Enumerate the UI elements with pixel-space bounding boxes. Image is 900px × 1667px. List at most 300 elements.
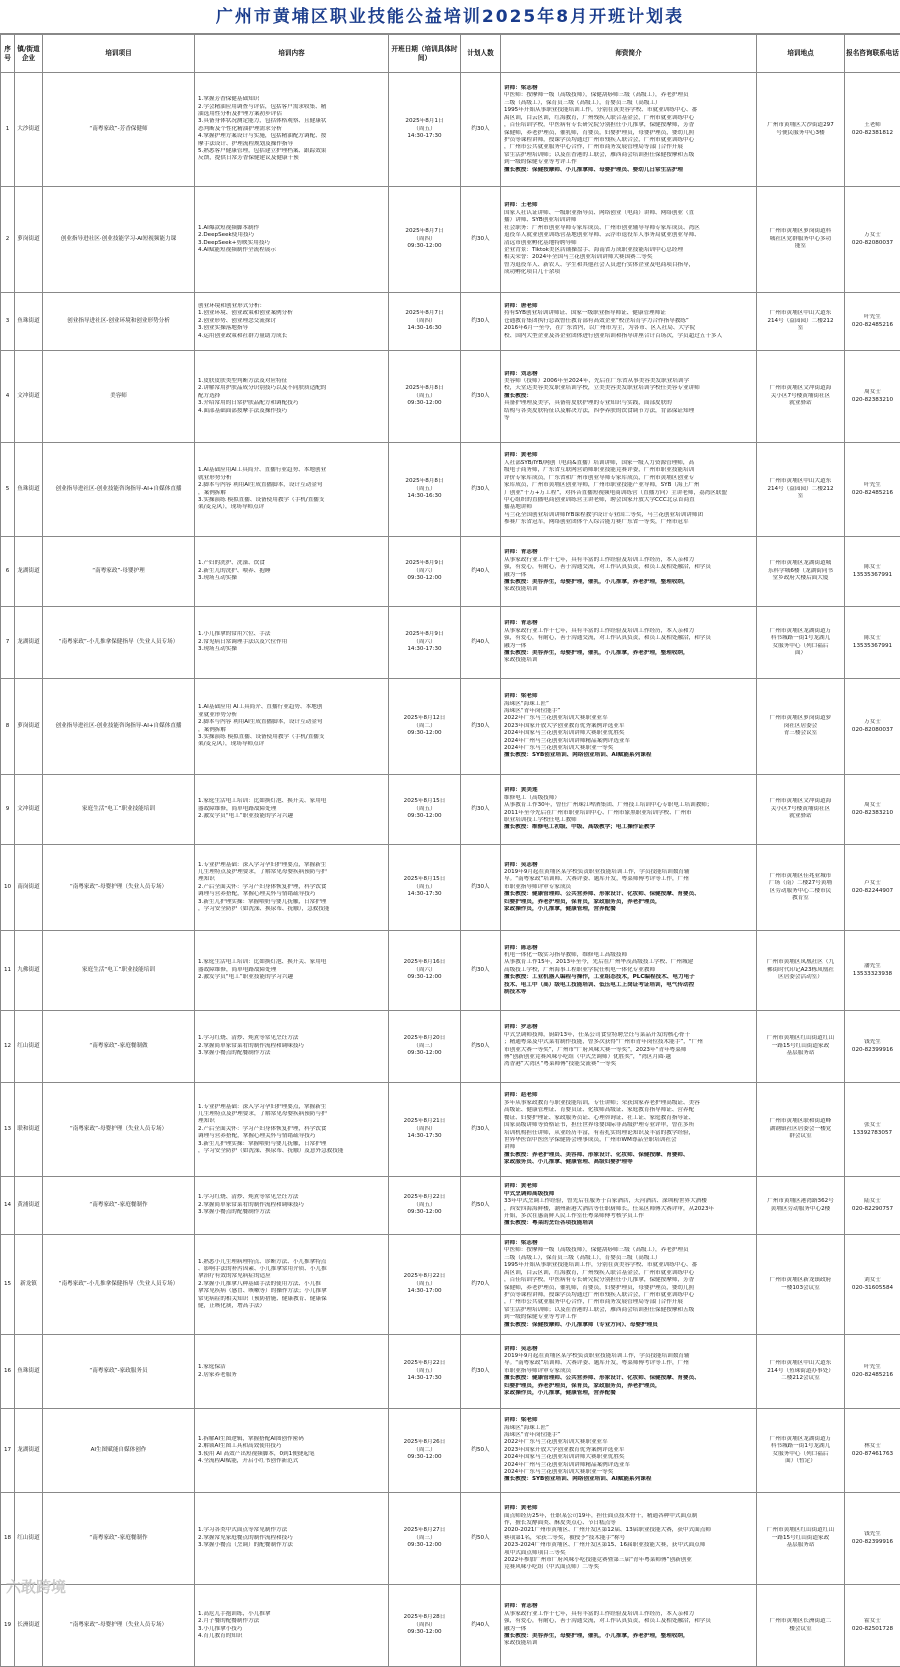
cell-line: 钱先生 (846, 1039, 899, 1046)
cell-line: （周二） (390, 1447, 459, 1454)
cell-line: 13535367991 (846, 643, 899, 650)
teacher-line: ；精通粤菜及中式菜肴制作技能，曾多次获得“广州市青年岗位技术能手”，“广州 (504, 1039, 755, 1046)
teacher-line: ，百佳培训学校，中医病有专长研究院分别担任小儿推拿，保健按摩师，芳香 (504, 122, 755, 129)
header-people: 计划人数 (461, 35, 501, 73)
teacher-line: 强，有爱心，有耐心，善于沟通交流，对工作认真负责，和员工及相处融洽，和学员 (504, 564, 755, 571)
cell-line: 214号（益园园）二楼212 (758, 486, 843, 493)
row-project: 创业指导进社区-创业技能咨询指导-AI+自媒体直播 (43, 443, 195, 537)
cell-line: 3.使用 AI 高效产出短视频脚本，0到1便捷起笔 (198, 1451, 387, 1458)
cell-line: 女服务中心（列口福后 (758, 643, 843, 650)
teacher-line: 海珠区“海珠工匠” (504, 701, 755, 708)
row-number: 19 (1, 1585, 15, 1667)
cell-line: 区劳动服务中心二楼市民 (758, 888, 843, 895)
row-place (757, 1493, 845, 1585)
cell-line: 能室 (758, 243, 843, 250)
cell-line: ，案例拆解 (198, 490, 387, 497)
cell-line: 广州市黄埔区凤凰社区（九 (758, 959, 843, 966)
teacher-line: 具备护理理及美学，具备将皮肤护理的专业知识与实践，面部皮肤的 (504, 400, 755, 407)
row-street: 红山街道 (15, 1493, 43, 1585)
cell-line: 14:30-16:30 (390, 493, 459, 500)
cell-line: 广州市黄埔区大沙街道297 (758, 122, 843, 129)
cell-line: 陈女士 (846, 564, 899, 571)
row-date (389, 1011, 461, 1083)
teacher-line: 作，擅长发酵面类、酥皮类点心、节日糕点等 (504, 1520, 755, 1527)
row-date (389, 537, 461, 607)
cell-line: （周三） (390, 1535, 459, 1542)
cell-line: 架/麦克风），现场导师点评 (198, 741, 387, 748)
table-header-row (1, 35, 900, 73)
teacher-line: 讲师：刘志榜 (504, 371, 755, 378)
teacher-line: 擅长教授：养老护理员、美容师、形象设计、化妆师、保健按摩、育婴师、 (504, 1152, 755, 1159)
row-place (757, 775, 845, 845)
cell-line: 王老师 (846, 122, 899, 129)
row-teacher (501, 845, 757, 931)
cell-line: 1.专业护理基础：深入学习孕妇护理要点，掌握新生 (198, 862, 387, 869)
cell-line: （周六） (390, 967, 459, 974)
teacher-line: 导。“南粤家政”培训师、大赛评委、题库开发，粤菜师傅考评等工作，广州 (504, 1360, 755, 1367)
table-row (1, 679, 900, 775)
row-number: 18 (1, 1493, 15, 1585)
cell-line: 广州市黄埔区龙湖街道万 (758, 628, 843, 635)
cell-line: 室 (758, 325, 843, 332)
teacher-line: 家政技能培训 (504, 1640, 755, 1647)
teacher-line: 33年中式烹调工作经验，曾先后在服务于百家酒店，天河酒店、深圳粉世界大酒楼 (504, 1198, 755, 1205)
cell-line: 3.DeepSeek+剪映实用技巧 (198, 240, 387, 247)
cell-line: （周四） (390, 236, 459, 243)
cell-line: 020-82383210 (846, 397, 899, 404)
cell-line: 2025年8月8日 (390, 478, 459, 485)
teacher-line: 讲师：赵老师 (504, 1092, 755, 1099)
header-place: 培训地点 (757, 35, 845, 73)
cell-line: 214号（鱼珠街道办事处） (758, 1368, 843, 1375)
cell-line: 2.常见病日常调理手法以及穴位作用 (198, 639, 387, 646)
teacher-line: 相关荣誉：2024年全国马兰花创业培训讲师大赛国赛二等奖 (504, 254, 755, 261)
table-row (1, 1585, 900, 1667)
teacher-line: 保健师，养老护理员，催乳师，育婴员，妇婴护理员，母婴护理员，婴幼儿照 (504, 1285, 755, 1292)
cell-line: 020-82383210 (846, 810, 899, 817)
teacher-line: 讲师：吴志榜 (504, 1346, 755, 1353)
teacher-line: 从事家政行业工作十七年，具有丰富的工作经验及培训工作经历，本人亲和力 (504, 628, 755, 635)
teacher-line: 2024年国家马兰花创业培训讲师大赛职业优胜奖 (504, 730, 755, 737)
cell-line: 214号（益园园）二楼212 (758, 318, 843, 325)
teacher-line: 保健师，养老护理员，催乳师，育婴员，妇婴护理员，母婴护理员，婴幼儿照 (504, 130, 755, 137)
teacher-line: 级电子商务师，广东省互联网营销师职业技能竞赛评委，广州市职业技能培训 (504, 467, 755, 474)
row-teacher (501, 1011, 757, 1083)
row-place (757, 1011, 845, 1083)
cell-line: （周五） (390, 806, 459, 813)
teacher-line: 2024年广州马兰花创业培训讲师精品案例评选亚军 (504, 738, 755, 745)
cell-line: 3.新生儿护理实操：掌握喂奶与婴儿抚触，日常护理 (198, 899, 387, 906)
row-street: 鱼珠街道 (15, 293, 43, 351)
cell-line: 创业环境和创业形式分析： (198, 303, 387, 310)
cell-line: 2025年8月27日 (390, 1527, 459, 1534)
teacher-line: 2019年9月起在黄埔区某学校负责职业技能培训工作，学员技能培训数育辅 (504, 869, 755, 876)
row-place (757, 1083, 845, 1177)
row-date (389, 679, 461, 775)
teacher-line: 傅”创新创业竞赛风味小吃组（中式烹调师）优胜奖”，“湾区月圆·越 (504, 1054, 755, 1061)
row-street: 文冲街道 (15, 351, 43, 443)
table-row (1, 1335, 900, 1409)
row-project: “南粤家政”-家政服务员 (43, 1335, 195, 1409)
cell-line: 青三楼会议室 (758, 730, 843, 737)
teacher-line: 擅长教授：健康管理师、公共营养师、形象设计、化妆师、保健按摩、育婴员、 (504, 1375, 755, 1382)
row-street: 长洲街道 (15, 1585, 43, 1667)
table-row (1, 775, 900, 845)
table-row (1, 607, 900, 679)
cell-line: 1.专业护理基础：深入学习孕妇护理要点，掌握新生 (198, 1104, 387, 1111)
cell-line: 2.激发学员“电工”职业技能的学习兴趣 (198, 813, 387, 820)
cell-line: 4.全流程AI赋能，开启小红书创作新范式 (198, 1458, 387, 1465)
cell-line: 2.掌握小儿推拿八种基础手法的使用方法、小儿推 (198, 1281, 387, 1288)
cell-line: 堂乡政府大楼后面大厦 (758, 575, 843, 582)
cell-line: 张女士 (846, 1122, 899, 1129)
teacher-line: 技术、电工中（高）级电工技能培训、低压电工上岗证考证培训，电气传动控 (504, 982, 755, 989)
teacher-line: 禺区训，白云区训，红海教育，广州残疾人联合基金会，广州市就业训练中心 (504, 1270, 755, 1277)
cell-line: 2.产后全面关怀：学习产妇身体恢复护理，科学饮食 (198, 884, 387, 891)
cell-line: 器故障维修，简单电路故障处理 (198, 806, 387, 813)
row-number: 10 (1, 845, 15, 931)
teacher-line: 社会职务：广州市创业导师专家库成员、广州市创业辅导导师专家库成员、湾区 (504, 225, 755, 232)
teacher-line: 讲师：青志榜 (504, 549, 755, 556)
cell-line: （周五） (390, 1202, 459, 1209)
cell-line: 油选用性分析及护理方案初步评估 (198, 111, 387, 118)
cell-line: 020-31605584 (846, 1285, 899, 1292)
cell-line: 2.月子餐的配餐制作方法 (198, 1618, 387, 1625)
cell-line: 14:30-17:30 (390, 133, 459, 140)
row-place (757, 1409, 845, 1493)
row-contact (845, 293, 900, 351)
cell-line: （周四） (390, 318, 459, 325)
teacher-line: 播基地讲师 (504, 504, 755, 511)
cell-line: 钱先生 (846, 1531, 899, 1538)
cell-line: 号便民服务中心3楼 (758, 130, 843, 137)
row-contact (845, 187, 900, 293)
teacher-line: 融为一体 (504, 572, 755, 579)
teacher-line: 融为一体 (504, 643, 755, 650)
table-row (1, 1493, 900, 1585)
cell-line: 2025年8月9日 (390, 631, 459, 638)
cell-line: 广州市黄埔区红山街道红山 (758, 1035, 843, 1042)
teacher-line: 1995年开始从事职业技能培训工作，分别在黄美容学校、市就业训练中心、番 (504, 1262, 755, 1269)
cell-line: 卢女士 (846, 880, 899, 887)
cell-line: 女服务中心（列口福后 (758, 1451, 843, 1458)
row-content (195, 1083, 389, 1177)
cell-line: 1.高危儿手抱训练，小儿推拿 (198, 1611, 387, 1618)
cell-line: 万女士 (846, 719, 899, 726)
row-people: 约40人 (461, 607, 501, 679)
row-project: “南粤家政”-小儿推拿保健指导（失业人员专场） (43, 607, 195, 679)
cell-line: ，学习安全防护（如洗澡、换尿布、抚触），急救技能 (198, 906, 387, 913)
table-row (1, 351, 900, 443)
cell-line: 儿生理特点及护理要求，了解常见母婴疾病预防与护 (198, 869, 387, 876)
row-number: 16 (1, 1335, 15, 1409)
row-people: 约40人 (461, 537, 501, 607)
cell-line: 态判断及个性化精油护理需求分析 (198, 126, 387, 133)
cell-line: 广场（南）二楼27号黄埔 (758, 880, 843, 887)
teacher-line: 培训机构担任讲师，从业经历丰富，有着扎实的理论知识及丰富的教学经验， (504, 1130, 755, 1137)
teacher-line: 从事教育工作30年，曾任广州珠江啤酒集团、广州技工培训中心专职电工培训教师； (504, 802, 755, 809)
cell-line: 叶先生 (846, 482, 899, 489)
row-people: 约50人 (461, 1409, 501, 1493)
cell-line: 2025年8月26日 (390, 1439, 459, 1446)
row-people: 约50人 (461, 1011, 501, 1083)
cell-line: 配方选择 (198, 393, 387, 400)
teacher-line: 多年从事家政教育与职业技能培训，专任讲师；荣获国家养老护理高级证、美容 (504, 1100, 755, 1107)
cell-line: 020-82399916 (846, 1047, 899, 1054)
cell-line: （周六） (390, 568, 459, 575)
teacher-line: 市职业指导师评审专家成员 (504, 1368, 755, 1375)
teacher-line: 持有SYB创业培训讲师证、国家一级职业指导师证、健康管理师证 (504, 310, 755, 317)
teacher-line: 融为一体 (504, 1626, 755, 1633)
teacher-line: 清远市创业孵化基地特聘导师 (504, 240, 755, 247)
cell-line: 020-82381812 (846, 130, 899, 137)
cell-line: 2025年8月1日 (390, 118, 459, 125)
cell-line: 2.学会精油应用调查与评估，包括客户需求收集、精 (198, 104, 387, 111)
row-content (195, 679, 389, 775)
row-contact (845, 1493, 900, 1585)
cell-line: 群会议室 (758, 1133, 843, 1140)
teacher-line: 2019年9月起在黄埔区某学校负责职业技能培训工作，学员技能培训数育辅 (504, 1353, 755, 1360)
cell-line: 霍女士 (846, 1618, 899, 1625)
header-contact: 报名咨询联系电话 (845, 35, 900, 73)
row-contact (845, 351, 900, 443)
row-teacher (501, 1335, 757, 1409)
cell-line: 020-82290757 (846, 1206, 899, 1213)
teacher-line: 讲师：陈志榜 (504, 945, 755, 952)
row-project: “南粤家政”-母婴护理（失业人员专场） (43, 845, 195, 931)
row-teacher (501, 1493, 757, 1585)
cell-line: 科书城路一街1号龙湖儿 (758, 635, 843, 642)
teacher-line: 擅长教授： (504, 393, 755, 400)
cell-line: 一楼103会议室 (758, 1285, 843, 1292)
teacher-line: 2023年国家开放大学创业教育优秀案例评选亚军 (504, 723, 755, 730)
teacher-line: 讲师：青志榜 (504, 1603, 755, 1610)
row-date (389, 73, 461, 187)
cell-line: 摩手法设计、护理流程规划及操作指导 (198, 141, 387, 148)
row-place (757, 1585, 845, 1667)
teacher-line: 人社部SYB/IYB/网创（电商&直播）培训讲师，国家一级人力资源管理师，高 (504, 460, 755, 467)
cell-line: 09:30-12:00 (390, 400, 459, 407)
row-date (389, 1409, 461, 1493)
table-row (1, 73, 900, 187)
cell-line: 14:30-17:00 (390, 1288, 459, 1295)
teacher-line: 职业培训技工学校任电工教师 (504, 817, 755, 824)
row-street: 萝岗街道 (15, 187, 43, 293)
teacher-line: 赛项第1名，荣获二等奖，被授予“技术能手”称号 (504, 1535, 755, 1542)
teacher-line: 市职业指导师评审专家成员 (504, 884, 755, 891)
cell-line: 二楼212会议室 (758, 1375, 843, 1382)
teacher-line: 常生活护理培训师；以及在香港的工联会，雁西商会培训担任保健按摩和五级 (504, 152, 755, 159)
row-content (195, 1011, 389, 1083)
table-body (1, 73, 900, 1667)
row-place (757, 679, 845, 775)
teacher-line: 餐证、妇婴护理证、家政服务员证、心理咨询证、社工证、家庭教育指导证、 (504, 1115, 755, 1122)
cell-line: 020-82501728 (846, 1626, 899, 1633)
row-date (389, 775, 461, 845)
teacher-line: ，广州市公共就业服务中心合作，广州市商务发展管理局等部门合作开展 (504, 1299, 755, 1306)
teacher-line: 国家高级讲师等资格证书，担任世界母婴国际非高级护理专业评审，曾在多所 (504, 1122, 755, 1129)
table-row (1, 1011, 900, 1083)
teacher-line: 讲师：黄老师 (504, 1505, 755, 1512)
header-project: 培训项目 (43, 35, 195, 73)
cell-line: 2025年8月12日 (390, 715, 459, 722)
row-project: 创业指导进社区-创业环境和创业形势分析 (43, 293, 195, 351)
cell-line: 1.创业环境、创业政策和创业案例分析 (198, 310, 387, 317)
cell-line: 1.掌握芳香保健基础知识 (198, 96, 387, 103)
cell-line: 业就业形势分析 (198, 712, 387, 719)
row-people: 约30人 (461, 293, 501, 351)
cell-line: 3.掌握小餐点的配餐制作方法 (198, 1050, 387, 1057)
row-place (757, 1177, 845, 1235)
cell-line: 4.掌握护理方案设计与实施，包括精油配方调配、按 (198, 133, 387, 140)
cell-line: 一路15号红山街道家政 (758, 1535, 843, 1542)
row-content (195, 1235, 389, 1335)
cell-line: 020-82485216 (846, 490, 899, 497)
cell-line: 2025年8月28日 (390, 1614, 459, 1621)
cell-line: 2025年8月7日 (390, 310, 459, 317)
cell-line: 1.拆解AI生图逻辑，掌握搭配AI图创作密码 (198, 1436, 387, 1443)
cell-line: 09:30-12:00 (390, 1629, 459, 1636)
cell-line: 广州市黄埔区港湾路362号 (758, 1198, 843, 1205)
teacher-line: 讲师：黄美莲 (504, 787, 755, 794)
teacher-line: 中医师：按摩师一级（高级技师），保健刮痧师三级（高级工），养老护理员 (504, 1247, 755, 1254)
cell-line: ，案例拆解 (198, 727, 387, 734)
cell-line: 理知识 (198, 1118, 387, 1125)
row-teacher (501, 351, 757, 443)
cell-line: 4.AI赋能短视频制作全流程展示 (198, 247, 387, 254)
cell-line: 基层服务站 (758, 1542, 843, 1549)
row-street: 鱼珠街道 (15, 1335, 43, 1409)
cell-line: 科书城路一街1号龙湖儿 (758, 1443, 843, 1450)
row-content (195, 73, 389, 187)
row-number: 4 (1, 351, 15, 443)
row-teacher (501, 443, 757, 537)
teacher-line: 擅长教授：健康管理师、公共营养师、形象设计、化妆师、保健按摩、育婴员、 (504, 891, 755, 898)
teacher-line: 妇婴护理员，养老护理员，保育员，家政服务员，养老护理员， (504, 899, 755, 906)
teacher-line: 面点师经历25年，任职某公司19年，担任面点技术骨干，精通各种中式面点制 (504, 1513, 755, 1520)
teacher-line: ）创业“十万+万工程”，对抖音直播短视频电商训练营（直播方向）主讲老师，荔湾区联盟 (504, 490, 755, 497)
cell-line: （周五） (390, 393, 459, 400)
row-number: 14 (1, 1177, 15, 1235)
cell-line: 2.新生儿的洗护、喂养、抱睡 (198, 568, 387, 575)
row-teacher (501, 1235, 757, 1335)
row-street: 鱼珠街道 (15, 443, 43, 537)
teacher-line: 企业背景：Tiktok美区店铺操盘手、海南省万成职业技能培训中心总经理 (504, 247, 755, 254)
row-contact (845, 443, 900, 537)
cell-line: 020-82080037 (846, 727, 899, 734)
table-row (1, 1177, 900, 1235)
row-teacher (501, 293, 757, 351)
cell-line: 反馈，提供日常芳香保健建议及健康干预 (198, 155, 387, 162)
row-project: 美容师 (43, 351, 195, 443)
teacher-line: 擅长教授：美容养生，母婴护理，催乳，小儿推拿，养老护理，整理收纳， (504, 1633, 755, 1640)
table-row (1, 931, 900, 1011)
teacher-line: 2020-2021广州市黄埔区、广州开发区第12届、13届职业技能大赛，获中式面点师 (504, 1527, 755, 1534)
cell-line: 09:30-12:00 (390, 974, 459, 981)
header-date: 开班日期（培训具体时间） (389, 35, 461, 73)
row-contact (845, 775, 900, 845)
row-content (195, 187, 389, 293)
cell-line: 3.介绍常用的日常护肤品配方和调配技巧 (198, 400, 387, 407)
teacher-line: 讲师：梁志榜 (504, 85, 755, 92)
cell-line: 1.家庭生活电工培训：比如换灯泡、换开关、家用电 (198, 798, 387, 805)
cell-line: 1.家庭保洁 (198, 1364, 387, 1371)
row-people: 约30人 (461, 351, 501, 443)
row-street: 龙湖街道 (15, 607, 43, 679)
teacher-line: 家库成员，广州市黄埔区创业导师，广州市职业技能产业导师，SYB（海上广州 (504, 482, 755, 489)
cell-line: 13535367991 (846, 572, 899, 579)
cell-line: （周六） (390, 639, 459, 646)
teacher-line: 擅长教授：美容养生，母婴护理，催乳，小儿推拿，养老护理，整理收纳， (504, 650, 755, 657)
teacher-line: 美容师（技师）2006年至2024年，先后在广东省从事美容美发职业培训学 (504, 378, 755, 385)
cell-line: 2025年8月9日 (390, 560, 459, 567)
cell-line: 周女士 (846, 389, 899, 396)
row-content (195, 351, 389, 443)
cell-line: ，学习安全防护（如洗澡、换尿布、抚触）及意外急救技能 (198, 1148, 387, 1155)
cell-line: 2.掌握简单家常菜肴的制作流程和调味技巧 (198, 1043, 387, 1050)
row-teacher (501, 73, 757, 187)
row-street: 黄浦街道 (15, 1177, 43, 1235)
cell-line: 1.学习红烧、清炒、炖煮等常见烹饪方法 (198, 1194, 387, 1201)
cell-line: （周四） (390, 1622, 459, 1629)
cell-line: 3.实操演练 模拟直播、设备使用教学（手机/直播支 (198, 497, 387, 504)
cell-line: 2025年8月7日 (390, 228, 459, 235)
cell-line: 2.创业形势、创业理念交流探讨 (198, 318, 387, 325)
row-street: 南岗街道 (15, 845, 43, 931)
teacher-line: 强，有爱心，有耐心，善于沟通交流，对工作认真负责，和员工及相处融洽，和学员 (504, 635, 755, 642)
cell-line: 常见病症的相关知识（预防措施、健康教育、健康保 (198, 1296, 387, 1303)
row-place (757, 293, 845, 351)
row-content (195, 607, 389, 679)
teacher-line: 世界华医馆中医医学保健协会理事成员，广州市WM尊品全职培训社会 (504, 1137, 755, 1144)
row-street: 九佛街道 (15, 931, 43, 1011)
table-row (1, 1409, 900, 1493)
row-place (757, 443, 845, 537)
table-row (1, 443, 900, 537)
row-project: “南粤家政”-母婴护理（失业人员专场） (43, 1585, 195, 1667)
row-content (195, 1177, 389, 1235)
row-date (389, 351, 461, 443)
row-place (757, 1235, 845, 1335)
row-date (389, 1585, 461, 1667)
cell-line: 就业驿站 (758, 400, 843, 407)
teacher-line: 妇婴护理员，养老护理员，保育员，家政服务员，养老护理员， (504, 1383, 755, 1390)
teacher-line: 讲师：唐老师 (504, 303, 755, 310)
teacher-line: 曾为退役军人、新农人、学生和其他社会人员进行实体企业及电商项目指导， (504, 262, 755, 269)
cell-line: 1.AI基础应用AI工具简介、直播行业趋势、本地创业 (198, 467, 387, 474)
row-teacher (501, 187, 757, 293)
teacher-line: 从事家政行业工作十七年，具有丰富的工作经验及培训工作经历，本人亲和力 (504, 557, 755, 564)
row-date (389, 293, 461, 351)
cell-line: 林女士 (846, 1443, 899, 1450)
teacher-line: 湾香港”大湾区“粤菜师傅”技能交流赛”一等奖 (504, 1061, 755, 1068)
cell-line: 2.激发学员“电工”职业技能的学习兴趣 (198, 974, 387, 981)
row-project: AI生图赋能自媒体创作 (43, 1409, 195, 1493)
row-date (389, 187, 461, 293)
row-number: 1 (1, 73, 15, 187)
teacher-line: 中心组织的直播电商创业训练营主讲老师，聘会国家开放大学CCC北京首商直 (504, 497, 755, 504)
row-street: 红山街道 (15, 1011, 43, 1083)
cell-line: 楼会议室 (758, 1626, 843, 1633)
row-people: 约30人 (461, 679, 501, 775)
cell-line: 2025年8月20日 (390, 1035, 459, 1042)
row-content (195, 931, 389, 1011)
teacher-line: 家政操作员，小儿推拿，健康管理，营养配餐 (504, 1390, 755, 1397)
cell-line: 广州市黄埔区中山大道东 (758, 478, 843, 485)
row-number: 13 (1, 1083, 15, 1177)
cell-line: 2.居家养老服务 (198, 1372, 387, 1379)
teacher-line: 讲师：梁老师 (504, 693, 755, 700)
